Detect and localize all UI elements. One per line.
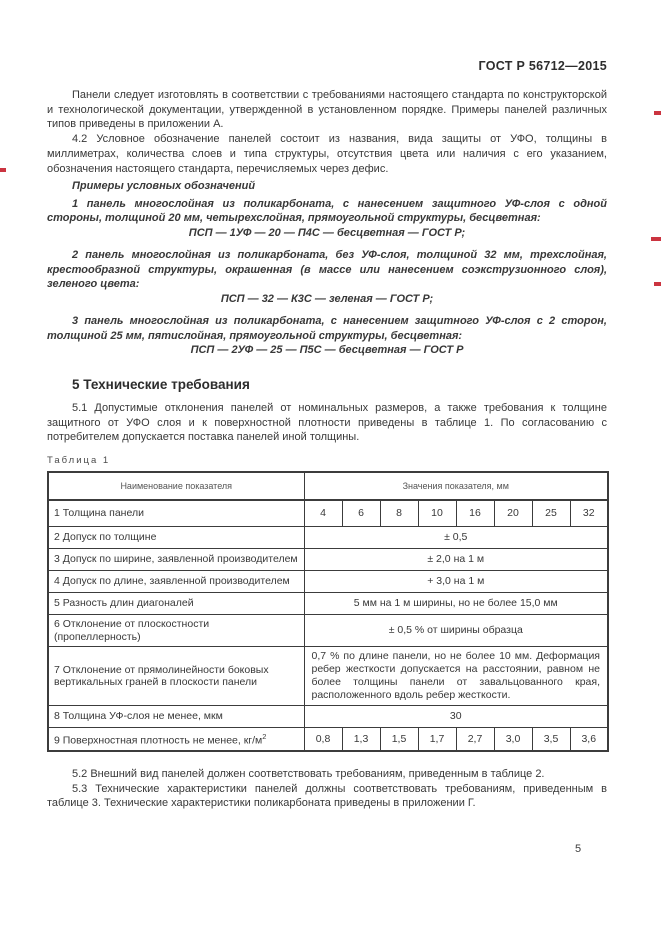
table-header-row: [48, 472, 608, 500]
example-1-code: ПСП — 1УФ — 20 — П4С — бесцветная — ГОСТ Р;: [188, 226, 466, 239]
table-row-straightness-deviation: [48, 647, 608, 706]
paragraph-designation: 4.2 Условное обозначение панелей состоит из названия, вида защиты от УФО, толщины в миллиметрах, количества слоев и типа структуры, отсутствия цвета или наличия с его указанием, обозначения настоящего стандарта, перечисляемых через дефис.: [47, 133, 607, 175]
row-merged-value: + 3,0 на 1 м: [304, 571, 608, 593]
example-1-text: 1 панель многослойная из поликарбоната, с нанесением защитного УФ-слоя с одной стороны, толщиной 20 мм, четырехслойная, прямоугольной структуры, бесцветная:: [47, 197, 607, 225]
row-cell: 2,7: [456, 728, 494, 752]
row-cell: 3,5: [532, 728, 570, 752]
row-label: 3 Допуск по ширине, заявленной производителем: [48, 549, 304, 571]
row-merged-value: 30: [304, 706, 608, 728]
row-label: 5 Разность длин диагоналей: [48, 593, 304, 615]
row-cell: 6: [342, 500, 380, 527]
paragraph-manufacturing: Панели следует изготовлять в соответствии с требованиями настоящего стандарта по конструкторской и технологической документации, утвержденной в установленном порядке. Примеры панелей различных типов приведены в приложении А.: [47, 89, 607, 131]
row-label: 1 Толщина панели: [48, 500, 304, 527]
row-label: 7 Отклонение от прямолинейности боковых вертикальных граней в плоскости панели: [48, 647, 304, 706]
row-label: 4 Допуск по длине, заявленной производителем: [48, 571, 304, 593]
scan-edge-mark: [654, 111, 661, 115]
table-row-flatness-deviation: [48, 615, 608, 647]
page-content: [47, 88, 607, 811]
table-row-surface-density: [48, 728, 608, 752]
doc-header: ГОСТ Р 56712—2015: [478, 59, 607, 73]
table-header-values: Значения показателя, мм: [304, 472, 608, 500]
scan-edge-mark: [654, 282, 661, 286]
section-5-title: 5 Технические требования: [72, 376, 250, 392]
example-3-code: ПСП — 2УФ — 25 — П5С — бесцветная — ГОСТ Р: [190, 344, 464, 357]
row-label: 9 Поверхностная плотность не менее, $кг/м^2$: [48, 728, 304, 752]
row-label: 6 Отклонение от плоскостности (пропеллерность): [48, 615, 304, 647]
row-label: 2 Допуск по толщине: [48, 527, 304, 549]
page-number: 5: [575, 843, 582, 855]
table-row-uv-layer-thickness: [48, 706, 608, 728]
row-cell: 16: [456, 500, 494, 527]
paragraph-5-1: 5.1 Допустимые отклонения панелей от номинальных размеров, а также требования к толщине защитного от УФО слоя и к поверхностной плотности приведены в таблице 1. По согласованию с потребителем допускается поставка панелей иной толщины.: [47, 401, 607, 444]
example-3-text: 3 панель многослойная из поликарбоната, с нанесением защитного УФ-слоя с 2 сторон, толщиной 25 мм, пятислойная, прямоугольной структуры, бесцветная:: [47, 315, 607, 342]
row-merged-value: 5 мм на 1 м ширины, но не более 15,0 мм: [304, 593, 608, 615]
example-2-code: ПСП — 32 — К3С — зеленая — ГОСТ Р;: [220, 292, 434, 305]
table-row-length-tolerance: [48, 571, 608, 593]
row-label: 8 Толщина УФ-слоя не менее, мкм: [48, 706, 304, 728]
row-cell: 25: [532, 500, 570, 527]
row-cell: 1,7: [418, 728, 456, 752]
row-cell: 20: [494, 500, 532, 527]
row-cell: 3,0: [494, 728, 532, 752]
table-1: [47, 471, 609, 752]
row-cell: 10: [418, 500, 456, 527]
row-cell: 0,8: [304, 728, 342, 752]
row-cell: 8: [380, 500, 418, 527]
scan-edge-mark: [0, 168, 6, 172]
row-cell: 4: [304, 500, 342, 527]
scan-edge-mark: [651, 237, 661, 241]
row-cell: 1,3: [342, 728, 380, 752]
row-merged-value: ± 0,5 % от ширины образца: [304, 615, 608, 647]
superscript-2: 2: [262, 732, 267, 742]
row-cell: 3,6: [570, 728, 608, 752]
table-1-label: Таблица 1: [47, 455, 111, 467]
table-header-name: Наименование показателя: [48, 472, 304, 500]
table-row-diagonal-difference: [48, 593, 608, 615]
row-merged-value: ± 0,5: [304, 527, 608, 549]
row-cell: 1,5: [380, 728, 418, 752]
table-row-thickness: [48, 500, 608, 527]
table-row-thickness-tolerance: [48, 527, 608, 549]
paragraph-5-3: 5.3 Технические характеристики панелей должны соответствовать требованиям, приведенным в таблице 3. Технические характеристики поликарбоната приведены в приложении Г.: [47, 782, 607, 810]
table-row-width-tolerance: [48, 549, 608, 571]
row-cell: 32: [570, 500, 608, 527]
example-2-text: 2 панель многослойная из поликарбоната, без УФ-слоя, толщиной 32 мм, трехслойная, крестообразной структуры, окрашенная (в массе или нанесением соэкструзионного слоя), зеленого цвета:: [47, 249, 607, 291]
row-merged-value: 0,7 % по длине панели, но не более 10 мм. Деформация ребер жесткости допускается на расстоянии, равном не более толщины панели от завальцованного края, расположенного вдоль ребер жесткости.: [304, 647, 608, 706]
paragraph-5-2: 5.2 Внешний вид панелей должен соответствовать требованиям, приведенным в таблице 2.: [72, 768, 545, 781]
row-merged-value: ± 2,0 на 1 м: [304, 549, 608, 571]
examples-heading: Примеры условных обозначений: [72, 180, 256, 193]
